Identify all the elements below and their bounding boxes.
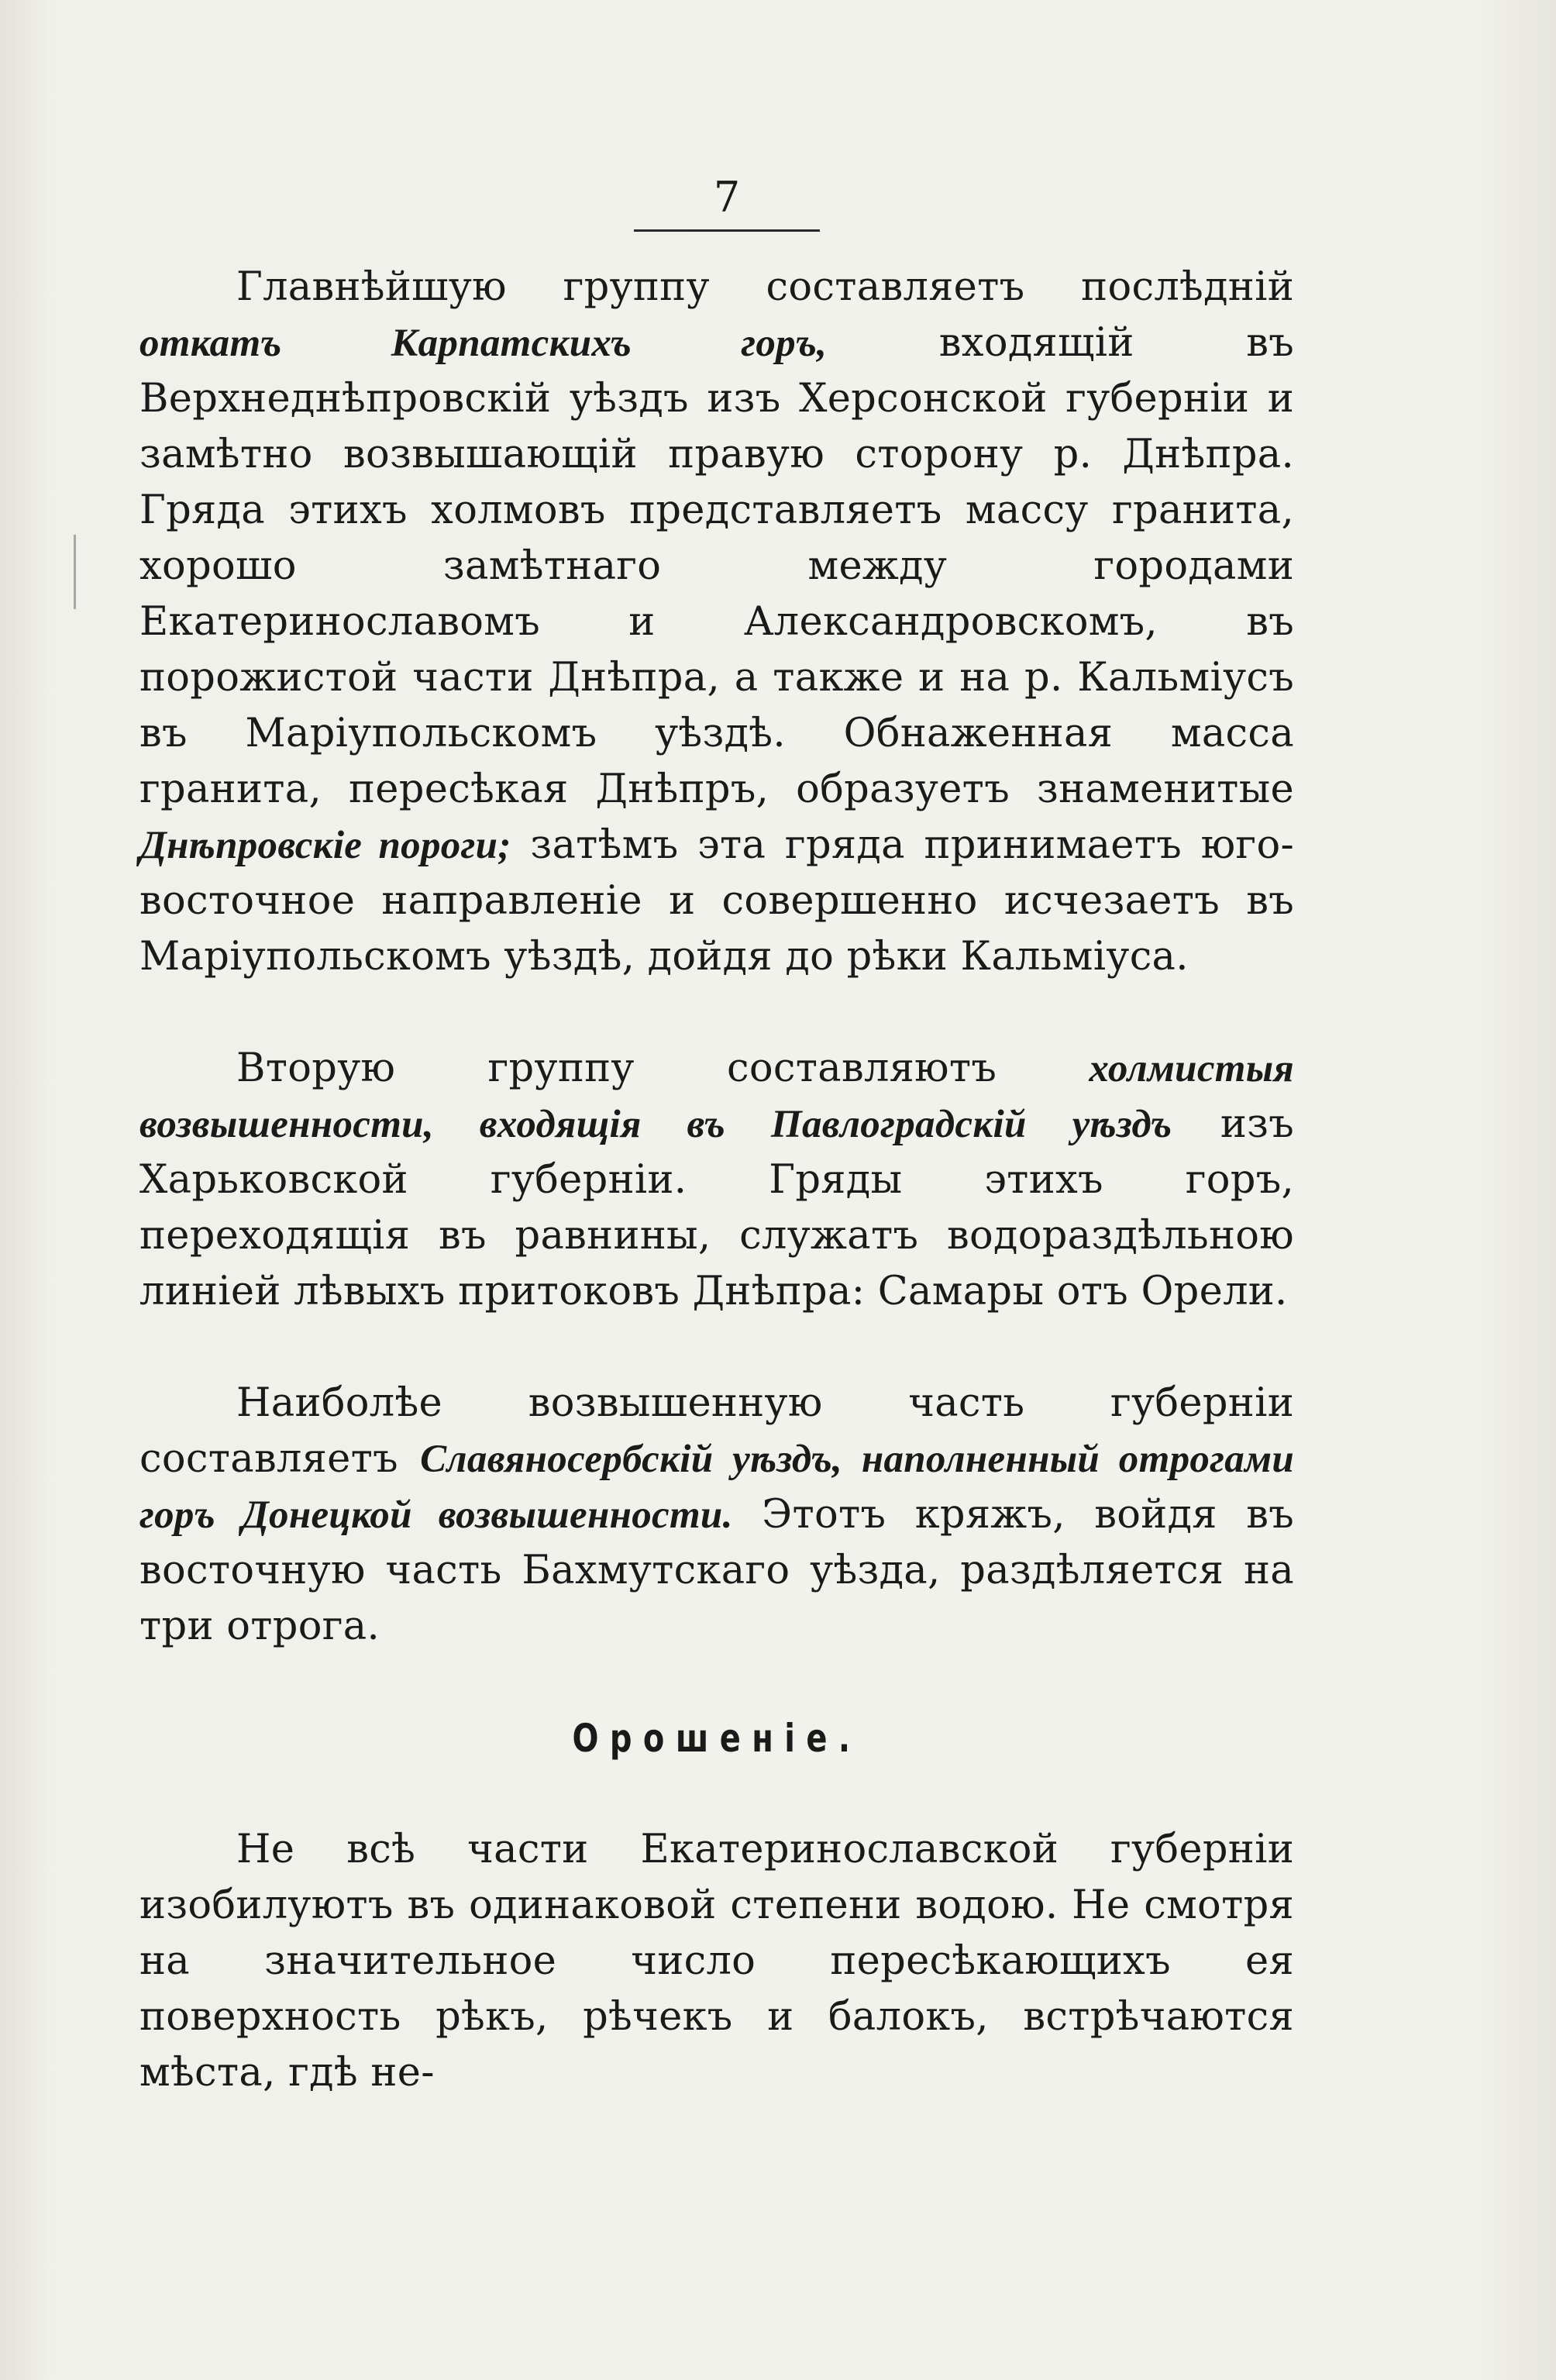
margin-mark <box>74 535 76 609</box>
text-run: Главнѣйшую группу составляетъ послѣдній <box>236 264 1294 310</box>
paragraph-gap <box>139 1766 1294 1822</box>
paragraph-2 <box>139 1041 1294 1320</box>
text-run: Этотъ кряжъ, войдя въ восточную часть Бахмутскаго уѣзда, раздѣляется на три отрога. <box>139 1492 1294 1649</box>
italic-run: холмистыя возвышенности, входящія въ Павлоградскій уѣздъ <box>139 1047 1294 1146</box>
paragraph-gap <box>139 985 1294 1041</box>
italic-run: откатъ Карпатскихъ горъ, <box>139 322 828 365</box>
text-run: затѣмъ эта гряда принимаетъ юго-восточное направленіе и совершенно исчезаетъ въ Маріупольскомъ уѣздѣ, дойдя до рѣки Кальміуса. <box>139 822 1294 980</box>
paragraph-gap <box>139 1320 1294 1376</box>
text-run: входящій въ Верхнеднѣпровскій уѣздъ изъ Херсонской губерніи и замѣтно возвышающій правую сторону р. Днѣпра. Гряда этихъ холмовъ представляетъ массу гранита, хорошо замѣтнаго между городами Екатеринославомъ и Александровскомъ, въ порожистой части Днѣпра, а также и на р. Кальміусъ въ Маріупольскомъ уѣздѣ. Обнаженная масса гранита, пересѣкая Днѣпръ, образуетъ знаменитые <box>139 320 1294 812</box>
paragraph-1 <box>139 260 1294 985</box>
italic-run: Славяносербскій уѣздъ, наполненный отрогами горъ Донецкой возвышенности. <box>139 1438 1295 1537</box>
page-number: 7 <box>713 173 741 222</box>
paragraph-4 <box>139 1822 1294 2101</box>
text-run: Вторую группу составляютъ <box>236 1045 1090 1091</box>
text-run: Наиболѣе возвышенную часть губерніи составляетъ <box>139 1380 1294 1482</box>
text-run: изъ Харьковской губерніи. Гряды этихъ горъ, переходящія въ равнины, служатъ водораздѣльною линіей лѣвыхъ притоковъ Днѣпра: Самары отъ Орели. <box>139 1101 1294 1314</box>
header-rule <box>634 229 820 232</box>
text-run: Не всѣ части Екатеринославской губерніи изобилуютъ въ одинаковой степени водою. Не смотря на значительное число пересѣкающихъ ея поверхность рѣкъ, рѣчекъ и балокъ, встрѣчаются мѣста, гдѣ не- <box>139 1827 1294 2096</box>
section-heading: Орошеніе. <box>572 1716 862 1761</box>
italic-run: Днѣпровскіе пороги; <box>139 824 511 867</box>
paragraph-3 <box>139 1376 1294 1655</box>
text-column <box>139 260 1294 2101</box>
paragraph-gap <box>139 1655 1294 1710</box>
page-header <box>634 170 820 240</box>
